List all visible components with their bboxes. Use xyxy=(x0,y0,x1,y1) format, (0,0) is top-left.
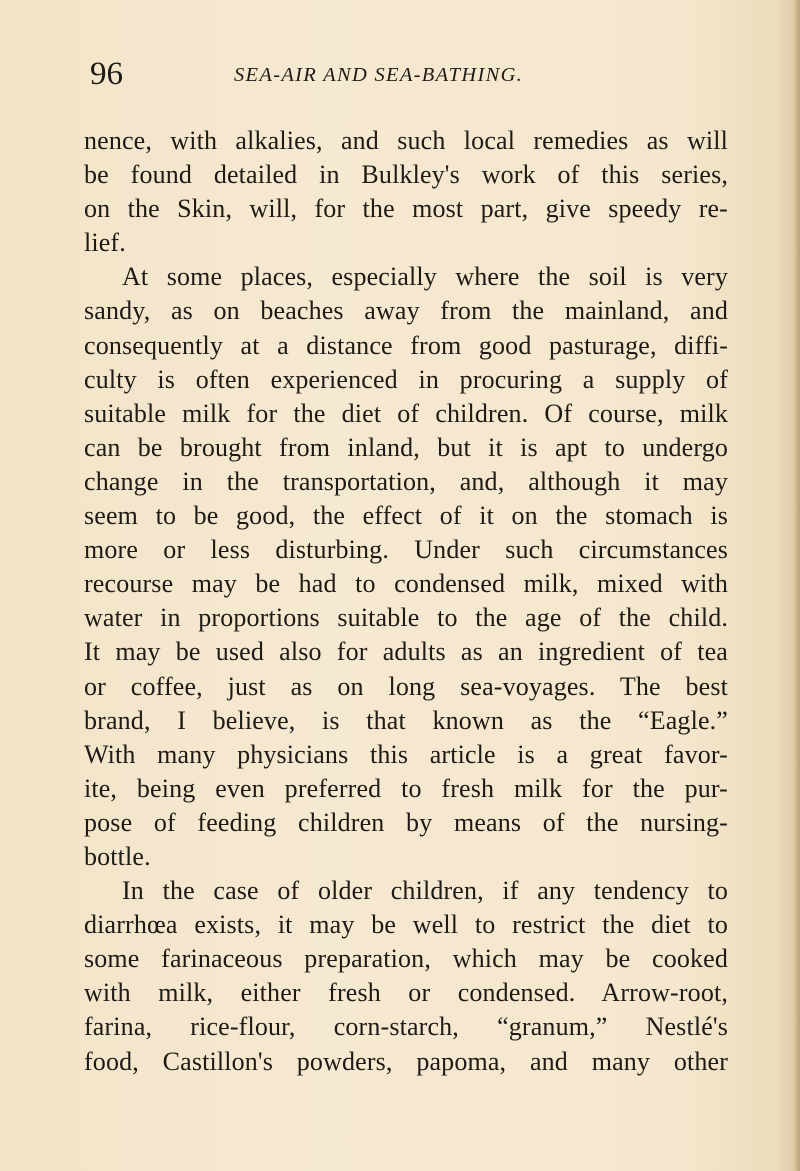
page-number: 96 xyxy=(90,56,123,92)
text-line: food, Castillon's powders, papoma, and many other xyxy=(84,1046,728,1076)
text-line: ite, being even preferred to fresh milk for the pur- xyxy=(84,773,728,803)
text-line: some farinaceous preparation, which may be cooked xyxy=(84,944,728,974)
text-line: In the case of older children, if any tendency to xyxy=(122,876,728,906)
text-line: recourse may be had to condensed milk, mixed with xyxy=(84,569,728,599)
text-line: consequently at a distance from good pasturage, diffi- xyxy=(84,330,728,360)
text-line: bottle. xyxy=(84,841,151,871)
text-line: be found detailed in Bulkley's work of this series, xyxy=(84,160,728,190)
text-line: nence, with alkalies, and such local remedies as will xyxy=(84,126,728,155)
text-line: pose of feeding children by means of the nursing- xyxy=(84,807,728,837)
text-line: It may be used also for adults as an ingredient of tea xyxy=(84,637,728,667)
text-line: more or less disturbing. Under such circumstances xyxy=(84,535,728,565)
text-line: with milk, either fresh or condensed. Arrow-root, xyxy=(84,978,728,1008)
text-line: seem to be good, the effect of it on the stomach is xyxy=(84,501,728,531)
page-edge xyxy=(793,0,800,1171)
text-line: water in proportions suitable to the age of the child. xyxy=(84,603,728,633)
text-line: With many physicians this article is a great favor- xyxy=(84,739,728,769)
text-line: farina, rice-flour, corn-starch, “granum,” Nestlé's xyxy=(84,1012,728,1042)
body-text xyxy=(84,124,728,1079)
text-line: At some places, especially where the soil is very xyxy=(122,262,728,292)
text-line: brand, I believe, is that known as the “Eagle.” xyxy=(84,705,728,735)
text-line: suitable milk for the diet of children. Of course, milk xyxy=(84,398,728,428)
text-line: can be brought from inland, but it is apt to undergo xyxy=(84,432,728,462)
text-line: sandy, as on beaches away from the mainland, and xyxy=(84,296,728,326)
text-line: lief. xyxy=(84,228,126,258)
text-line: on the Skin, will, for the most part, give speedy re- xyxy=(84,194,728,224)
page-header xyxy=(90,58,730,98)
text-line: change in the transportation, and, although it may xyxy=(84,466,728,496)
text-line: culty is often experienced in procuring a supply of xyxy=(84,364,728,394)
text-line: or coffee, just as on long sea-voyages. The best xyxy=(84,671,728,701)
running-head: SEA-AIR AND SEA-BATHING. xyxy=(234,64,524,86)
text-line: diarrhœa exists, it may be well to restrict the diet to xyxy=(84,910,728,940)
